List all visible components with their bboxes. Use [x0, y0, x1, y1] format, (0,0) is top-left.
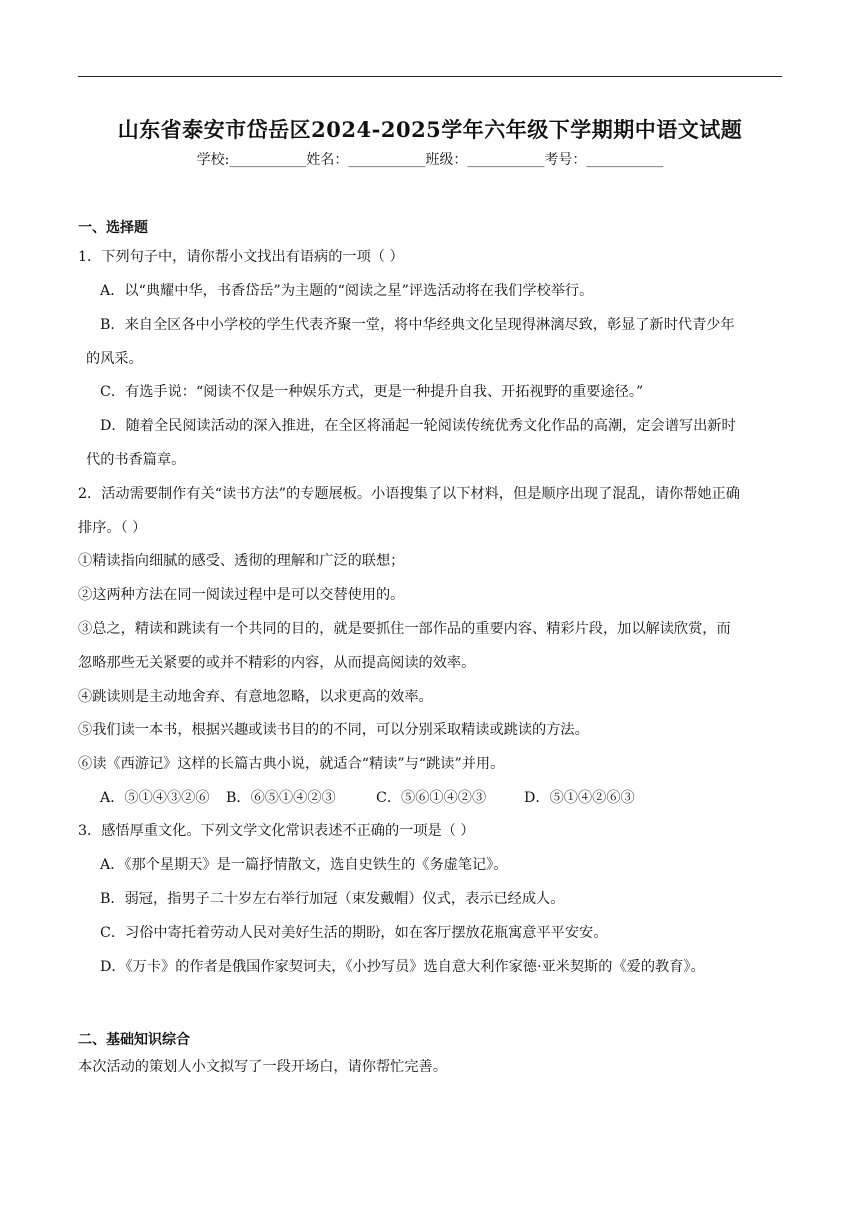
q1-option-b: B．来自全区各中小学校的学生代表齐聚一堂，将中华经典文化呈现得淋漓尽致，彰显了新时代青少年 [100, 317, 735, 333]
q1-option-a: A．以“典耀中华，书香岱岳”为主题的“阅读之星”评选活动将在我们学校举行。 [100, 283, 594, 299]
section-heading-basics: 二、基础知识综合 [78, 1032, 190, 1048]
q3-option-c: C．习俗中寄托着劳动人民对美好生活的期盼，如在客厅摆放花瓶寓意平平安安。 [100, 925, 608, 941]
q1-option-b-cont: 的风采。 [86, 351, 143, 367]
q3-option-a: A．《那个星期天》是一篇抒情散文，选自史铁生的《务虚笔记》。 [100, 857, 508, 873]
q2-stem: 2．活动需要制作有关“读书方法”的专题展板。小语搜集了以下材料，但是顺序出现了混乱，请你帮她正确 [78, 486, 740, 502]
section-heading-choice: 一、选择题 [78, 220, 148, 236]
student-info-line: 学校:___________姓名：___________班级：___________考号：___________ [196, 152, 664, 168]
q2-material-2: ②这两种方法在同一阅读过程中是可以交替使用的。 [78, 587, 405, 603]
q3-option-d: D．《万卡》的作者是俄国作家契诃夫，《小抄写员》选自意大利作家德·亚米契斯的《爱的教育》。 [100, 959, 705, 975]
q2-material-3: ③总之，精读和跳读有一个共同的目的，就是要抓住一部作品的重要内容、精彩片段，加以解读欣赏，而 [78, 621, 731, 637]
q1-option-c: C．有选手说：“阅读不仅是一种娱乐方式，更是一种提升自我、开拓视野的重要途径。” [100, 384, 644, 400]
q2-option-b: B．⑥⑤①④②③ [226, 790, 336, 806]
section2-intro: 本次活动的策划人小文拟写了一段开场白，请你帮忙完善。 [78, 1059, 447, 1075]
page-title: 山东省泰安市岱岳区2024-2025学年六年级下学期期中语文试题 [117, 117, 743, 142]
q3-option-b: B．弱冠，指男子二十岁左右举行加冠（束发戴帽）仪式，表示已经成人。 [100, 891, 565, 907]
q1-stem: 1．下列句子中，请你帮小文找出有语病的一项（ ） [78, 249, 404, 265]
q2-material-6: ⑥读《西游记》这样的长篇古典小说，就适合“精读”与“跳读”并用。 [78, 756, 505, 772]
header-rule [78, 76, 782, 77]
q1-option-d-cont: 代的书香篇章。 [86, 452, 186, 468]
q3-stem: 3．感悟厚重文化。下列文学文化常识表述不正确的一项是（ ） [78, 823, 475, 839]
q2-option-c: C．⑤⑥①④②③ [376, 790, 487, 806]
q2-material-4: ④跳读则是主动地舍弃、有意地忽略，以求更高的效率。 [78, 689, 433, 705]
q2-material-1: ①精读指向细腻的感受、透彻的理解和广泛的联想； [78, 553, 405, 569]
q2-material-5: ⑤我们读一本书，根据兴趣或读书目的的不同，可以分别采取精读或跳读的方法。 [78, 722, 589, 738]
q1-option-d: D．随着全民阅读活动的深入推进，在全区将涌起一轮阅读传统优秀文化作品的高潮，定会谱写出新时 [100, 418, 736, 434]
q2-option-a: A．⑤①④③②⑥ [100, 790, 210, 806]
q2-material-3-cont: 忽略那些无关紧要的或并不精彩的内容，从而提高阅读的效率。 [78, 655, 476, 671]
q2-option-d: D．⑤①④②⑥③ [524, 790, 635, 806]
q2-stem-cont: 排序。（ ） [78, 520, 147, 536]
